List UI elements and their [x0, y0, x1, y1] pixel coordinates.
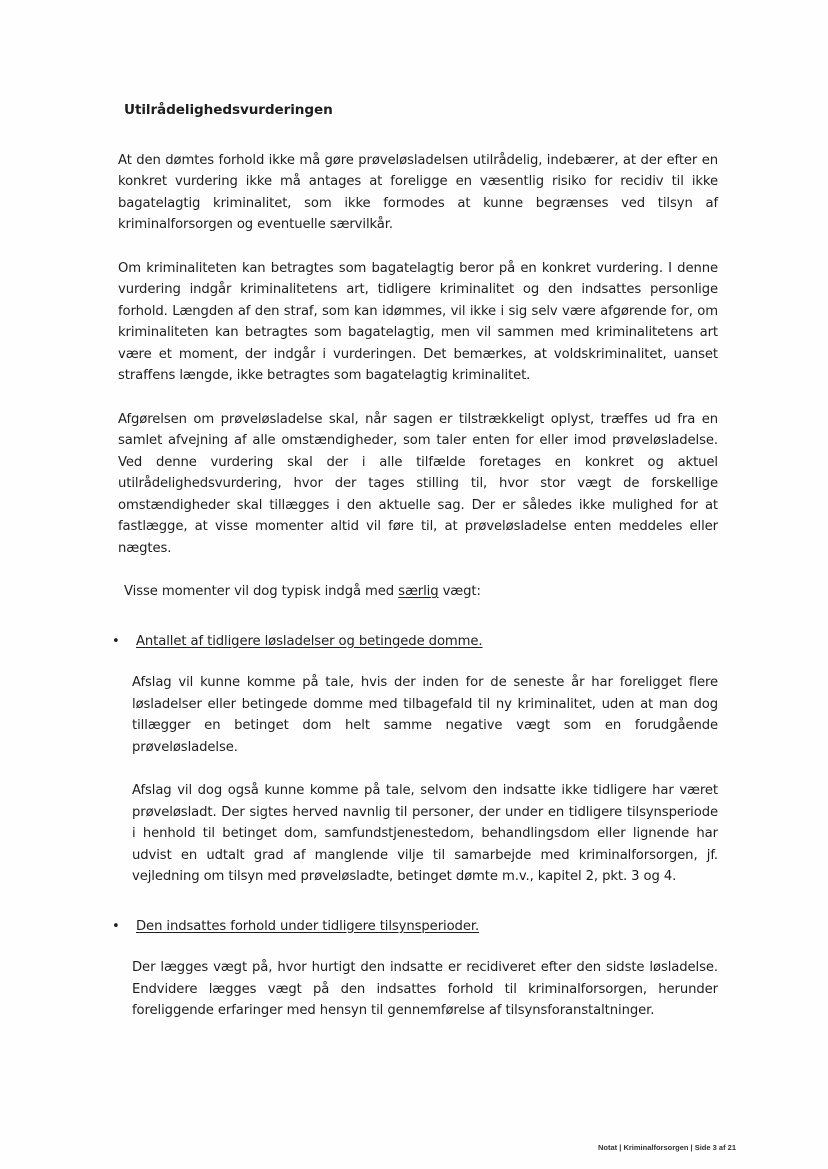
intro-text-end: vægt:	[438, 584, 481, 599]
bullet-title: Den indsattes forhold under tidligere tilsynsperioder.	[136, 918, 480, 934]
bullet-body	[132, 957, 718, 1022]
paragraph: Afslag vil kunne komme på tale, hvis der inden for de seneste år har foreligget flere løsladelser eller betingede domme med tilbagefald til ny kriminalitet, uden at man dog tillægger en betinget dom helt samme negative vægt som en forudgående prøveløsladelse.	[132, 675, 718, 755]
paragraph: Om kriminaliteten kan betragtes som bagatelagtig beror på en konkret vurdering. I denne vurdering indgår kriminalitetens art, tidligere kriminalitet og den indsattes personlige forhold. Længden af den straf, som kan idømmes, vil ikke i sig selv være afgørende for, om kriminaliteten kan betragtes som bagatelagtig, men vil sammen med kriminalitetens art være et moment, der indgår i vurderingen. Det bemærkes, at voldskriminalitet, uanset straffens længde, ikke betragtes som bagatelagtig kriminalitet.	[118, 260, 718, 383]
bullet-body	[132, 672, 718, 888]
bullet-item	[112, 631, 718, 653]
section-heading: Utilrådelighedsvurderingen	[124, 102, 333, 118]
bullet-icon: •	[112, 633, 120, 649]
paragraph: Afslag vil dog også kunne komme på tale, selvom den indsatte ikke tidligere har været prøveløsladt. Der sigtes herved navnlig til personer, der under en tidligere tilsynsperiode i henhold til betinget dom, samfundstjenestedom, behandlingsdom eller lignende har udvist en udtalt grad af manglende vilje til samarbejde med kriminalforsorgen, jf. vejledning om tilsyn med prøveløsladte, betinget dømte m.v., kapitel 2, pkt. 3 og 4.	[132, 783, 718, 884]
bullet-item	[112, 916, 718, 938]
intro-text: Visse momenter vil dog typisk indgå med	[124, 584, 399, 599]
bullet-title: Antallet af tidligere løsladelser og betingede domme.	[136, 633, 483, 649]
paragraph: At den dømtes forhold ikke må gøre prøveløsladelsen utilrådelig, indebærer, at der efter en konkret vurdering ikke må antages at foreligge en væsentlig risiko for recidiv til ikke bagatelagtig kriminalitet, som ikke formodes at kunne begrænses ved tilsyn af kriminalforsorgen og eventuelle særvilkår.	[118, 152, 718, 232]
paragraph: Der lægges vægt på, hvor hurtigt den indsatte er recidiveret efter den sidste løsladelse. Endvidere lægges vægt på den indsattes forhold til kriminalforsorgen, herunder foreliggende erfaringer med hensyn til gennemførelse af tilsynsforanstaltninger.	[132, 960, 718, 1018]
paragraph: Afgørelsen om prøveløsladelse skal, når sagen er tilstrækkeligt oplyst, træffes ud fra en samlet afvejning af alle omstændigheder, som taler enten for eller imod prøveløsladelse. Ved denne vurdering skal der i alle tilfælde foretages en konkret og aktuel utilrådelighedsvurdering, hvor der tages stilling til, hvor stor vægt de forskellige omstændigheder skal tillægges i den aktuelle sag. Der er således ikke mulighed for at fastlægge, at visse momenter altid vil føre til, at prøveløsladelse enten meddeles eller nægtes.	[118, 411, 718, 556]
document-body	[112, 100, 718, 1044]
page-footer: Notat | Kriminalforsorgen | Side 3 af 21	[598, 1143, 736, 1152]
intro-underlined-word: særlig	[398, 584, 439, 599]
intro-line	[124, 581, 718, 603]
bullet-icon: •	[112, 918, 120, 934]
